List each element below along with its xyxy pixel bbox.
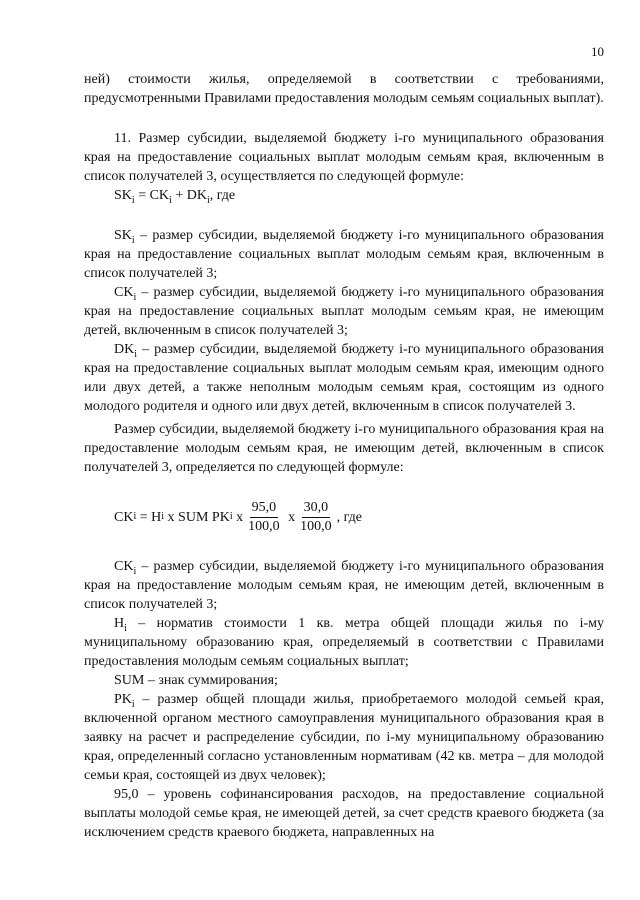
formula-plus: +: [171, 188, 187, 203]
definition-sk-sub: i: [131, 234, 135, 246]
definition-sk-text: – размер субсидии, выделяемой бюджету i-го муниципального образования края на предоставление социальных выплат молодым семьям края, включенным в список получателей 3;: [84, 228, 604, 281]
definition-pk-sub: i: [131, 698, 135, 710]
paragraph-ck-intro: Размер субсидии, выделяемой бюджету i-го муниципального образования края на предоставление молодым семьям края, не имеющим детей, включенным в список получателей 3, определяется по следующей формуле:: [84, 422, 604, 475]
definition-dk: [84, 340, 604, 416]
paragraph-11: 11. Размер субсидии, выделяемой бюджету i-го муниципального образования края на предоставление социальных выплат молодым семьям края, включенным в список получателей 3, осуществляется по следующей формуле:: [84, 131, 604, 184]
fraction-95-numerator: 95,0: [250, 500, 279, 518]
definition-95: 95,0 – уровень софинансирования расходов, на предоставление социальной выплаты молодой семье края, не имеющей детей, за счет средств краевого бюджета (за исключением средств краевого бюджета, направленных на: [84, 787, 604, 840]
definition-h-symbol: H: [114, 616, 125, 631]
definition-ck2-sub: i: [133, 565, 137, 577]
formula2-mult-2: x: [284, 509, 296, 525]
formula-ck-sub: i: [169, 194, 172, 206]
formula-ck-symbol: CK: [149, 188, 170, 203]
formula-sk-sub: i: [131, 194, 135, 206]
definition-dk-text: – размер субсидии, выделяемой бюджету i-го муниципального образования края на предоставление социальных выплат молодым семьям края, имеющим одного или двух детей, а также неполным молодым семьям края, состоящим из одного молодого родителя и одного или двух детей, включенным в список получателей 3.: [84, 342, 604, 414]
definition-sum: SUM – знак суммирования;: [114, 673, 278, 688]
definition-dk-symbol: DK: [114, 342, 135, 357]
formula2-h-symbol: H: [151, 509, 162, 525]
definition-pk-text: – размер общей площади жилья, приобретаемого молодой семьей края, включенной органом местного самоуправления муниципального образования края в заявку на расчет и распределение субсидии, по i-му муниципальному образованию края, определенный согласно установленным нормативам (42 кв. метра – для молодой семьи края, состоящей из двух человек);: [84, 692, 604, 783]
paragraph-continuation: ней) стоимости жилья, определяемой в соответствии с требованиями, предусмотренными Правилами предоставления молодым семьям социальных выплат).: [84, 72, 604, 106]
definition-ck: [84, 283, 604, 340]
definition-h-sub: i: [124, 622, 127, 634]
formula-eq: =: [134, 188, 150, 203]
formula2-mult-sum: x SUM: [164, 509, 212, 525]
definition-dk-sub: i: [134, 348, 138, 360]
formula2-ck-symbol: CK: [114, 509, 134, 525]
formula-sk: [84, 186, 604, 205]
fraction-30-denominator: 100,0: [300, 518, 332, 534]
definition-ck-symbol: CK: [114, 285, 134, 300]
formula-sk-symbol: SK: [114, 188, 132, 203]
fraction-30-numerator: 30,0: [302, 500, 331, 518]
definition-ck2-text: – размер субсидии, выделяемой бюджету i-го муниципального образования края на предоставление молодым семьям края, не имеющим детей, включенным в список получателей 3;: [84, 559, 604, 612]
definition-ck-text: – размер субсидии, выделяемой бюджету i-го муниципального образования края на предоставление социальных выплат молодым семьям края, не имеющим детей, включенным в список получателей 3;: [84, 285, 604, 338]
formula-dk-sub: i: [206, 194, 210, 206]
fraction-95-denominator: 100,0: [248, 518, 280, 534]
definition-ck-2: [84, 557, 604, 614]
definition-pk: [84, 690, 604, 785]
definition-pk-symbol: PK: [114, 692, 132, 707]
definition-h: [84, 614, 604, 671]
page-number: 10: [591, 44, 604, 59]
formula-ck: CK i = H i x SUM PK i x $\frac{95,0}{100,0}$ x $\frac{30,0}{100,0}$ , где: [114, 499, 362, 534]
definition-sk-symbol: SK: [114, 228, 132, 243]
definition-sk: [84, 226, 604, 283]
definition-ck2-symbol: CK: [114, 559, 134, 574]
formula2-pk-symbol: PK: [211, 509, 230, 525]
fraction-95: [246, 500, 282, 535]
formula-dk-symbol: DK: [186, 188, 207, 203]
document-body: [84, 70, 604, 842]
definition-h-text: – норматив стоимости 1 кв. метра общей площади жилья по i-му муниципальному образованию края, определяемый в соответствии с Правилами предоставления молодым семьям социальных выплат;: [84, 616, 604, 669]
formula2-tail: , где: [336, 509, 362, 525]
definition-ck-sub: i: [133, 291, 137, 303]
formula-tail: , где: [209, 188, 236, 203]
formula2-mult-1: x: [232, 509, 244, 525]
fraction-30: [298, 500, 334, 535]
formula2-eq: =: [136, 509, 152, 525]
